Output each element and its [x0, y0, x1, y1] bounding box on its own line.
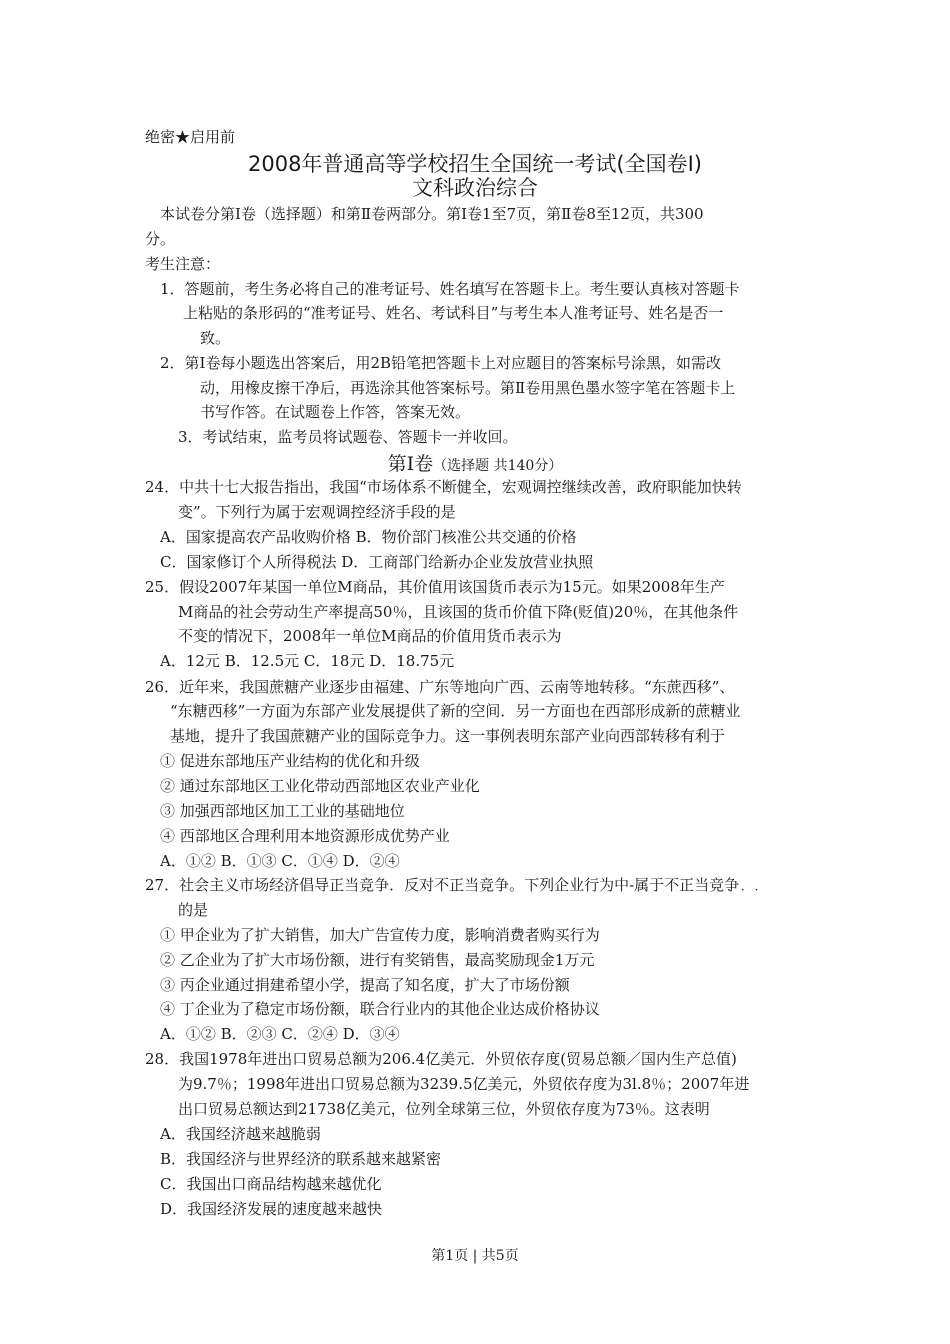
- note-line: 动，用橡皮擦干净后，再选涂其他答案标号。第Ⅱ卷用黑色墨水签字笔在答题卡上: [200, 379, 736, 397]
- question-27-item: ② 乙企业为了扩大市场份额，进行有奖销售，最高奖励现金1万元: [160, 951, 595, 969]
- question-26-item: ④ 西部地区合理利用本地资源形成优势产业: [160, 827, 450, 845]
- question-27-line: 27．社会主义市场经济倡导正当竞争．反对不正当竞争。下列企业行为中-属于不正当竞争: [145, 876, 740, 894]
- note-line: 2．第Ⅰ卷每小题选出答案后，用2B铅笔把答题卡上对应题目的答案标号涂黑，如需改: [160, 354, 722, 372]
- question-25-line: 25．假设2007年某国一单位M商品，其价值用该国货币表示为15元。如果2008年生产: [145, 578, 725, 596]
- question-28-option-b: B．我国经济与世界经济的联系越来越紧密: [160, 1150, 442, 1168]
- note-line: 上粘贴的条形码的“准考证号、姓名、考试科目”与考生本人准考证号、姓名是否一: [183, 304, 724, 322]
- section-title: 第Ⅰ卷: [387, 453, 434, 475]
- question-26-line: 26．近年来，我国蔗糖产业逐步由福建、广东等地向广西、云南等地转移。“东蔗西移”、: [145, 678, 735, 696]
- question-25-line: 不变的情况下，2008年一单位M商品的价值用货币表示为: [178, 627, 562, 645]
- exam-subtitle: 文科政治综合: [412, 176, 538, 200]
- question-27-options: A．①② B．②③ C．②④ D．③④: [160, 1025, 400, 1043]
- note-line: 致。: [200, 329, 231, 347]
- question-24-options: A．国家提高农产品收购价格 B．物价部门核准公共交通的价格: [160, 528, 577, 546]
- question-28-line: 为9.7％；1998年进出口贸易总额为3239.5亿美元，外贸依存度为3l.8％；2007年进: [178, 1075, 750, 1093]
- note-line: 1．答题前，考生务必将自己的准考证号、姓名填写在答题卡上。考生要认真核对答题卡: [160, 280, 740, 298]
- question-28-line: 28．我国1978年进出口贸易总额为206.4亿美元．外贸依存度(贸易总额／国内生产总值): [145, 1050, 737, 1068]
- question-28-option-a: A．我国经济越来越脆弱: [160, 1125, 321, 1143]
- question-28-option-d: D．我国经济发展的速度越来越快: [160, 1200, 383, 1218]
- note-line: 书写作答。在试题卷上作答，答案无效。: [200, 403, 471, 421]
- question-26-item: ① 促进东部地压产业结构的优化和升级: [160, 752, 420, 770]
- question-27-item: ④ 丁企业为了稳定市场份额，联合行业内的其他企业达成价格协议: [160, 1000, 600, 1018]
- question-25-line: M商品的社会劳动生产率提高50％，且该国的货币价值下降(贬值)20％，在其他条件: [178, 603, 739, 621]
- section-subtitle: （选择题 共140分）: [433, 458, 563, 474]
- question-26-line: 基地，提升了我国蔗糖产业的国际竞争力。这一事例表明东部产业向西部转移有利于: [170, 727, 726, 745]
- emphasis-dots: ···: [727, 883, 769, 897]
- page-footer: 第1页 | 共5页: [431, 1248, 519, 1264]
- intro-line: 分。: [145, 230, 176, 248]
- question-24-options: C．国家修订个人所得税法 D．工商部门给新办企业发放营业执照: [160, 553, 594, 571]
- question-24-line: 24．中共十七大报告指出，我国“市场体系不断健全，宏观调控继续改善，政府职能加快转: [145, 478, 742, 496]
- question-28-option-c: C．我国出口商品结构越来越优化: [160, 1175, 382, 1193]
- notes-heading: 考生注意：: [145, 255, 221, 273]
- section-heading: [0, 449, 950, 476]
- question-26-item: ② 通过东部地区工业化带动西部地区农业产业化: [160, 777, 480, 795]
- secret-label: 绝密★启用前: [145, 128, 236, 146]
- intro-line: 本试卷分第Ⅰ卷（选择题）和第Ⅱ卷两部分。第Ⅰ卷1至7页，第Ⅱ卷8至12页，共300: [160, 205, 704, 223]
- note-line: 3．考试结束，监考员将试题卷、答题卡一并收回。: [178, 428, 518, 446]
- question-25-options: A．12元 B．12.5元 C．18元 D．18.75元: [160, 652, 455, 670]
- question-26-item: ③ 加强西部地区加工工业的基础地位: [160, 802, 405, 820]
- question-28-line: 出口贸易总额达到21738亿美元，位列全球第三位，外贸依存度为73％。这表明: [178, 1100, 710, 1118]
- question-24-line: 变”。下列行为属于宏观调控经济手段的是: [178, 503, 456, 521]
- exam-title: 2008年普通高等学校招生全国统一考试(全国卷Ⅰ): [247, 152, 703, 176]
- question-26-line: “东糖西移”一方面为东部产业发展提供了新的空间．另一方面也在西部形成新的蔗糖业: [170, 702, 741, 720]
- question-27-item: ③ 丙企业通过捐建希望小学，提高了知名度，扩大了市场份额: [160, 976, 570, 994]
- question-26-options: A．①② B．①③ C．①④ D．②④: [160, 852, 400, 870]
- question-27-item: ① 甲企业为了扩大销售，加大广告宣传力度，影响消费者购买行为: [160, 926, 600, 944]
- question-27-line: 的是: [178, 901, 209, 919]
